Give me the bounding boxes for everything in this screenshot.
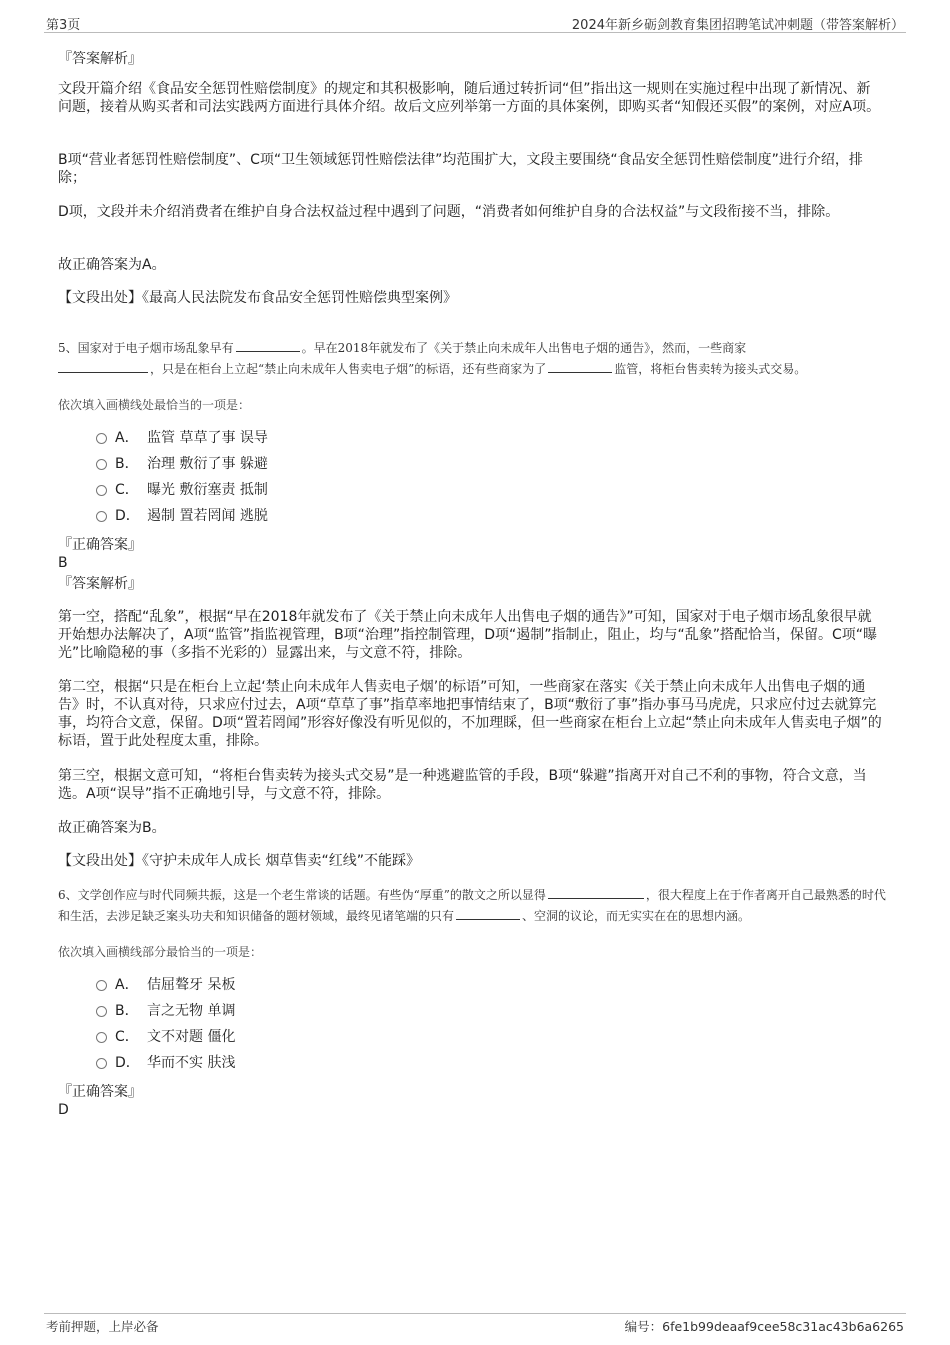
page-number: 第3页 xyxy=(46,18,81,33)
q4-conclusion: 故正确答案为A。 xyxy=(58,257,166,273)
q6-prompt: 依次填入画横线部分最恰当的一项是： xyxy=(58,945,263,959)
correct-answer-label: 『正确答案』 xyxy=(58,537,142,553)
q5-analysis-paragraph-3: 第三空，根据文意可知，“将柜台售卖转为接头式交易”是一种逃避监管的手段，B项“躲避”指离开对自己不利的事物，符合文意，当选。A项“误导”指不正确地引导，与文意不符，排除。 xyxy=(58,768,867,802)
q5-analysis-paragraph-2: 第二空，根据“只是在柜台上立起‘禁止向未成年人售卖电子烟’的标语”可知，一些商家在落实《关于禁止向未成年人出售电子烟的通告》时，不认真对待，只求应付过去，A项“草草了事”指草率地把事情结束了，B项“敷衍了事”指办事马马虎虎，只求应付过去就算完事，均符合文意，保留。D项“置若罔闻”形容好像没有听见似的，不加理睬，但一些商家在柜台上立起“禁止向未成年人售卖电子烟”的标语，置于此处程度太重，排除。 xyxy=(58,679,882,749)
page-header xyxy=(44,12,906,33)
q6-answer: D xyxy=(58,1102,69,1118)
radio-icon[interactable] xyxy=(96,1006,107,1017)
radio-icon[interactable] xyxy=(96,980,107,991)
analysis-label: 『答案解析』 xyxy=(58,51,142,67)
document-title: 2024年新乡砺剑教育集团招聘笔试冲刺题（带答案解析） xyxy=(571,18,904,33)
correct-answer-label: 『正确答案』 xyxy=(58,1084,142,1100)
q5-option-b[interactable]: B． 治理 敷衍了事 躲避 xyxy=(96,454,268,474)
q4-analysis-paragraph-3: D项，文段并未介绍消费者在维护自身合法权益过程中遇到了问题，“消费者如何维护自身的合法权益”与文段衔接不当，排除。 xyxy=(58,204,840,220)
q5-conclusion: 故正确答案为B。 xyxy=(58,820,166,836)
q6-option-b[interactable]: B． 言之无物 单调 xyxy=(96,1001,235,1021)
blank-line xyxy=(548,360,612,373)
q5-option-c[interactable]: C． 曝光 敷衍塞责 抵制 xyxy=(96,480,268,500)
q6-option-a[interactable]: A． 佶屈聱牙 呆板 xyxy=(96,975,235,995)
q5-source: 【文段出处】《守护未成年人成长 烟草售卖“红线”不能踩》 xyxy=(58,853,420,869)
document-code: 编号：6fe1b99deaaf9cee58c31ac43b6a6265 xyxy=(624,1319,904,1334)
q4-analysis-paragraph-2: B项“营业者惩罚性赔偿制度”、C项“卫生领域惩罚性赔偿法律”均范围扩大，文段主要围绕“食品安全惩罚性赔偿制度”进行介绍，排除； xyxy=(58,152,863,186)
q5-answer: B xyxy=(58,555,68,571)
q5-prompt: 依次填入画横线处最恰当的一项是： xyxy=(58,398,251,412)
q5-option-d[interactable]: D． 遏制 置若罔闻 逃脱 xyxy=(96,506,268,526)
q6-stem: 6、文学创作应与时代同频共振，这是一个老生常谈的话题。有些伪“厚重”的散文之所以显得 ，很大程度上在于作者离开自己最熟悉的时代和生活，去涉足缺乏案头功夫和知识储备的题材领域，最终见诸笔端的只有 、空洞的议论，而无实实在在的思想内涵。 xyxy=(58,888,886,923)
q4-source: 【文段出处】《最高人民法院发布食品安全惩罚性赔偿典型案例》 xyxy=(58,290,457,306)
blank-line xyxy=(548,886,644,899)
blank-line xyxy=(456,907,520,920)
page-footer xyxy=(44,1313,906,1334)
radio-icon[interactable] xyxy=(96,1032,107,1043)
radio-icon[interactable] xyxy=(96,511,107,522)
radio-icon[interactable] xyxy=(96,485,107,496)
blank-line xyxy=(58,360,148,373)
radio-icon[interactable] xyxy=(96,433,107,444)
footer-slogan: 考前押题，上岸必备 xyxy=(46,1319,159,1334)
blank-line xyxy=(236,339,300,352)
analysis-label: 『答案解析』 xyxy=(58,576,142,592)
q5-analysis-paragraph-1: 第一空，搭配“乱象”，根据“早在2018年就发布了《关于禁止向未成年人出售电子烟的通告》”可知，国家对于电子烟市场乱象很早就开始想办法解决了，A项“监管”指监视管理，B项“治理”指控制管理，D项“遏制”指制止，阻止，均与“乱象”搭配恰当，保留。C项“曝光”比喻隐秘的事（多指不光彩的）显露出来，与文意不符，排除。 xyxy=(58,609,878,661)
q5-option-a[interactable]: A． 监管 草草了事 误导 xyxy=(96,428,268,448)
q4-analysis-paragraph-1: 文段开篇介绍《食品安全惩罚性赔偿制度》的规定和其积极影响，随后通过转折词“但”指出这一规则在实施过程中出现了新情况、新问题，接着从购买者和司法实践两方面进行具体介绍。故后文应列举第一方面的具体案例，即购买者“知假还买假”的案例，对应A项。 xyxy=(58,81,881,115)
radio-icon[interactable] xyxy=(96,459,107,470)
q5-stem: 5、国家对于电子烟市场乱象早有 。早在2018年就发布了《关于禁止向未成年人出售电子烟的通告》，然而，一些商家 ，只是在柜台上立起“禁止向未成年人售卖电子烟”的标语，还有些商家为了 监管，将柜台售卖转为接头式交易。 xyxy=(58,341,807,376)
radio-icon[interactable] xyxy=(96,1058,107,1069)
q6-option-c[interactable]: C． 文不对题 僵化 xyxy=(96,1027,235,1047)
q6-option-d[interactable]: D． 华而不实 肤浅 xyxy=(96,1053,235,1073)
